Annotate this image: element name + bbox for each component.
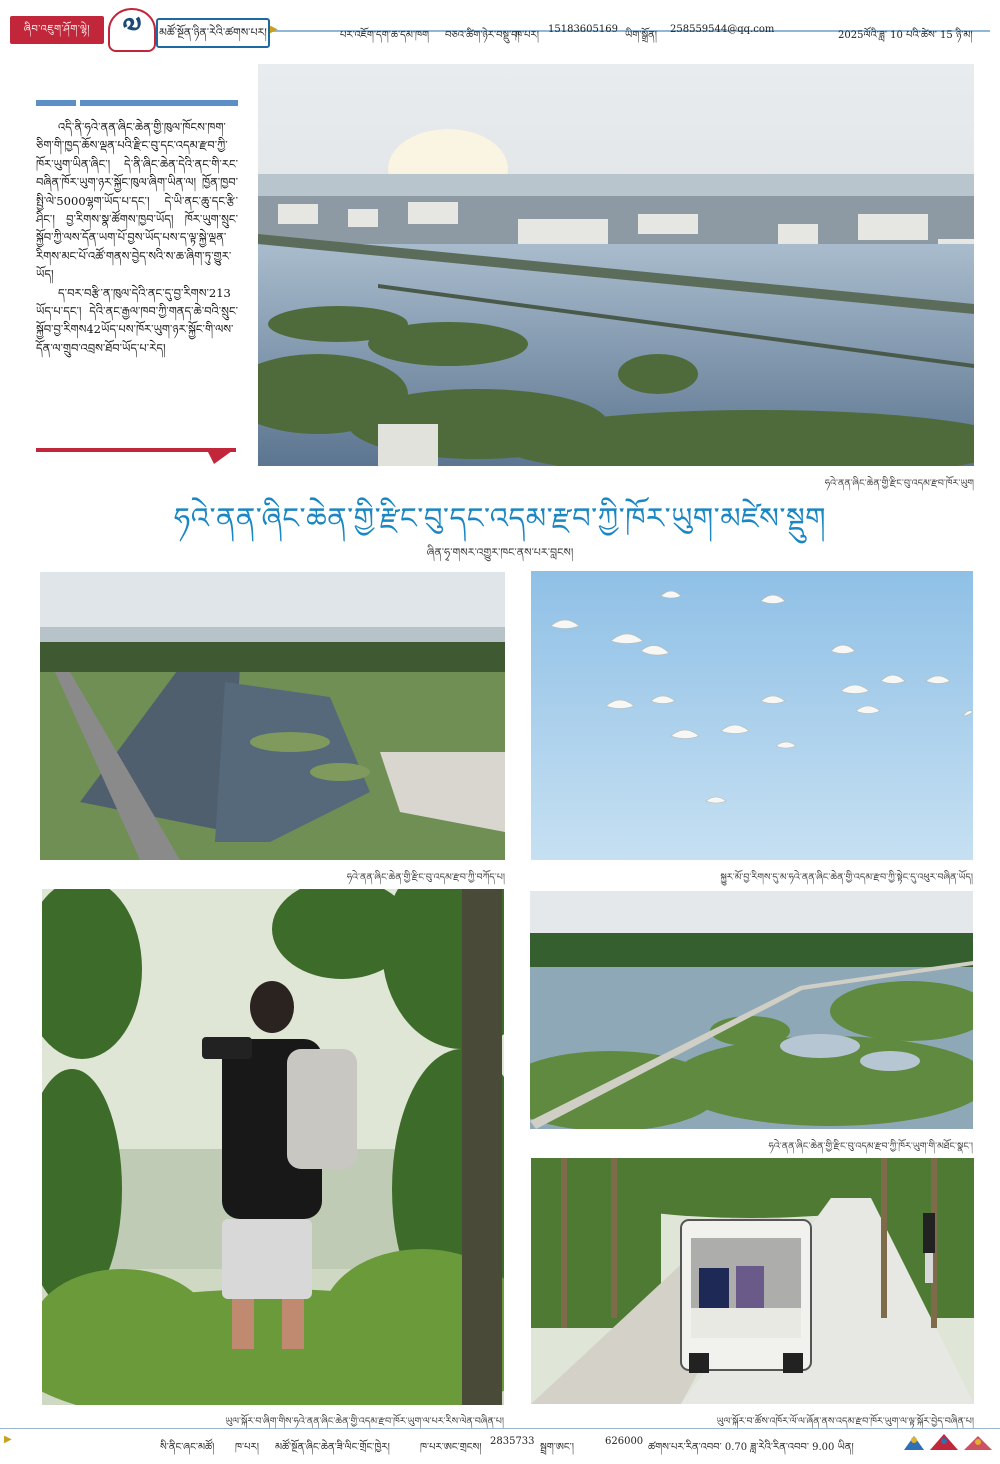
header-reporter: བཅའ་ཚིག་ཉེར་བསྡུ་བ།: [445, 30, 520, 41]
photo-caption: ཧའེ་ནན་ཞིང་ཆེན་གྱི་རྫིང་བུ་འདམ་རྫབ་ཁོར་ཡུག: [824, 478, 974, 489]
page-header: [0, 0, 1000, 48]
arrow-icon: ▶: [270, 24, 278, 35]
headline: ཧའེ་ནན་ཞིང་ཆེན་གྱི་རྫིང་བུ་དང་འདམ་རྫབ་ཀྱི་ཁོར་ཡུག་མཛེས་སྡུག: [173, 501, 827, 535]
arrow-icon: ▶: [4, 1434, 12, 1445]
intro-paragraph: འདི་ནི་ཧའེ་ནན་ཞིང་ཆེན་གྱི་ཁུལ་ཁོངས་ཁག་ཅིག་གི་ཁྱད་ཆོས་ལྡན་པའི་རྫིང་བུ་དང་འདམ་རྫབ་ཀྱི་ཁོར་ཡུག་ཡིན་ཞིང་། དེ་ནི་ཞིང་ཆེན་དེའི་ནང་གི་རང་བཞིན་ཁོར་ཡུག་ཉར་སྐྱོང་ཁུལ་ཞིག་ཡིན་ལ། ཁྱོན་ཁྱབ་སྤྱི་ལེ་5000ལྷག་ཡོད་པ་དང་། དེ་ཡི་ནང་ཆུ་དང་རྩི་ཤིང་། བྱ་རིགས་སྣ་ཚོགས་ཁྱབ་ཡོད། ཁོར་ཡུག་སྲུང་སྐྱོབ་ཀྱི་ལས་དོན་ཡག་པོ་བྱས་ཡོད་པས་ད་ལྟ་སྐྱེ་ལྡན་རིགས་མང་པོ་འཚོ་གནས་བྱེད་སའི་ས་ཆ་ཞིག་ཏུ་གྱུར་ཡོད།: [36, 120, 238, 282]
header-email-label: ཡིག་སྒྲོན།: [625, 30, 658, 41]
header-email: 258559544@qq.com: [670, 24, 775, 35]
photo-photographer: [42, 889, 504, 1405]
footer-price: ཚགས་པར་རིན་འབབ་ 0.70 ཟླ་རེའི་རིན་འབབ་ 9.00 ཡིན།: [648, 1442, 854, 1453]
masthead-label: ཞིབ་འཇུག་ཤོག་ལྷེ།: [10, 16, 104, 44]
photo-caption: ཧའེ་ནན་ཞིང་ཆེན་གྱི་རྫིང་བུ་འདམ་རྫབ་ཀྱི་ཁོར་ཡུག་གི་མཐོང་སྣང་།: [768, 1141, 973, 1152]
photo-sightseeing-cart: [531, 1158, 974, 1404]
section-title: མཚོ་སྔོན་ཉིན་རེའི་ཚགས་པར།: [156, 18, 270, 48]
header-date: 2025ལོའི་ཟླ་ 10 པའི་ཚེས་ 15 ཉི་མ།: [838, 30, 973, 41]
photo-caption: ཡུལ་སྐོར་བ་ཚོས་འཁོར་ལོ་ལ་ཞོན་ནས་འདམ་རྫབ་ཁོར་ཡུག་ལ་ལྟ་སྐོར་བྱེད་བཞིན་པ།: [716, 1416, 974, 1427]
photo-caption: ཡུལ་སྐོར་བ་ཞིག་གིས་ཧའེ་ནན་ཞིང་ཆེན་གྱི་འདམ་རྫབ་ཁོར་ཡུག་ལ་པར་རིས་ལེན་བཞིན་པ།: [225, 1416, 504, 1427]
header-phone: 15183605169: [548, 24, 618, 35]
photo-caption: ཧའེ་ནན་ཞིང་ཆེན་གྱི་རྫིང་བུ་འདམ་རྫབ་ཀྱི་བཀོད་པ།: [346, 872, 505, 883]
footer-ornament-icon: [900, 1430, 996, 1452]
header-editor: པར་འཇོག་དག་ཆ་དམ་ཁག: [340, 30, 430, 41]
footer-phone-label: ཁ་པར་ཨང་གྲངས།: [420, 1442, 482, 1453]
intro-decoration-bottom: [36, 446, 236, 464]
page-number: ༧: [108, 8, 156, 52]
intro-decoration-bar: [80, 100, 238, 106]
footer-divider: [0, 1428, 1000, 1429]
photo-caption: སྐྱུར་མོ་བྱ་རིགས་དུ་མ་ཧའེ་ནན་ཞིང་ཆེན་གྱི་འདམ་རྫབ་ཀྱི་སྟེང་དུ་འཕུར་བཞིན་ཡོད།: [720, 872, 973, 883]
byline: ཞིན་ཧྭ་གསར་འགྱུར་ཁང་ནས་པར་བླངས།: [426, 546, 574, 559]
intro-decoration-bar: [36, 100, 76, 106]
footer-phone: 2835733: [490, 1436, 535, 1447]
photo-aerial-wetland: [530, 891, 973, 1129]
photo-wetland-road: [40, 572, 505, 860]
photo-egrets: [531, 571, 973, 860]
footer-publisher: སི་ནིང་ཞང་མཚོ།: [160, 1442, 215, 1453]
header-phone-label: ཁ་པར།: [515, 30, 539, 41]
footer-postcode: 626000: [605, 1436, 644, 1447]
intro-article: [36, 118, 238, 357]
intro-paragraph: ད་བར་བརྩི་ན་ཁུལ་དེའི་ནང་དུ་བྱ་རིགས་213 ཡོད་པ་དང་། དེའི་ནང་རྒྱལ་ཁབ་ཀྱི་གནད་ཆེ་བའི་སྲུང་སྐྱོབ་བྱ་རིགས42ཡོད་པས་ཁོར་ཡུག་ཉར་སྐྱོང་གི་ལས་དོན་ལ་གྲུབ་འབྲས་ཐོབ་ཡོད་པ་རེད།: [36, 285, 238, 355]
footer-tel-label: ཁ་པར།: [235, 1442, 259, 1453]
footer-postcode-label: སྦྲག་ཨང་།: [540, 1442, 574, 1453]
photo-town-wetland: [258, 64, 974, 466]
footer-address: མཚོ་སྔོན་ཞིང་ཆེན་ཟི་ལིང་གྲོང་ཁྱེར།: [275, 1442, 390, 1453]
